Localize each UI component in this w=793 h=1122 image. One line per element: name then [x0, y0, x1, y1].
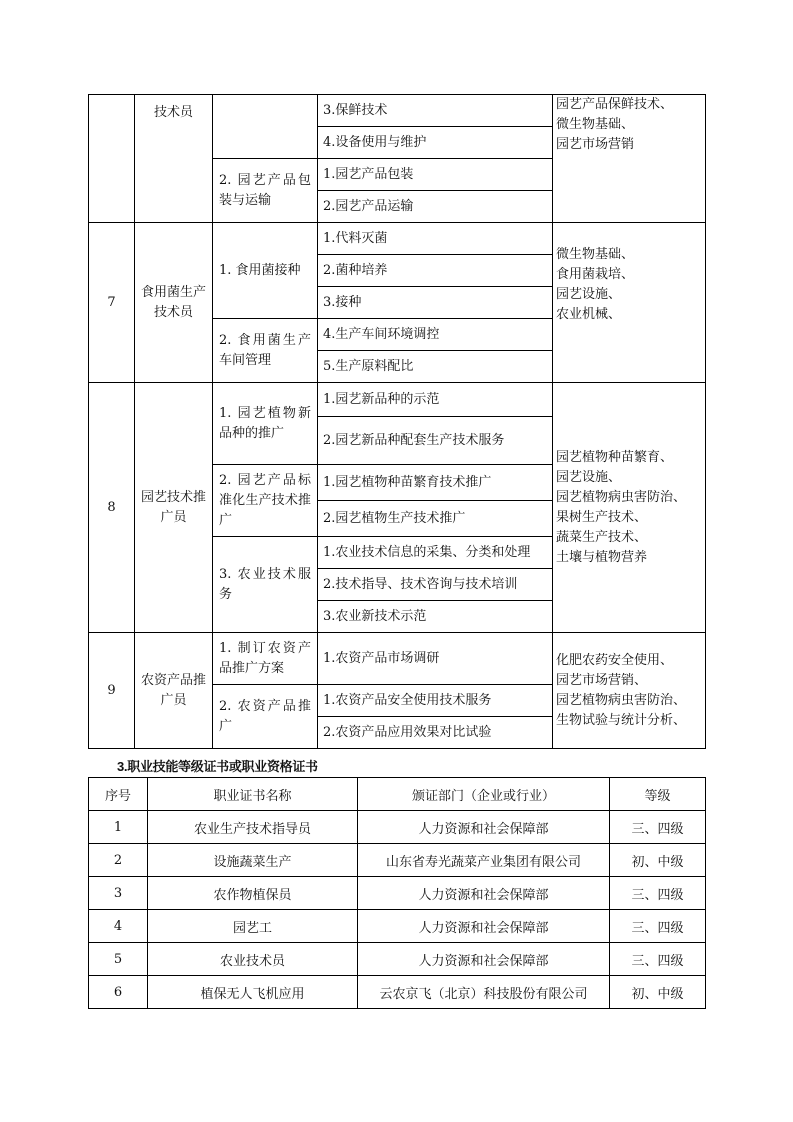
cert-issuer: 人力资源和社会保障部 [358, 877, 610, 910]
table-row [89, 877, 706, 910]
course-item: 生物试验与统计分析、 [556, 712, 687, 728]
course-list [553, 633, 706, 749]
work-duty: 1. 园艺植物新品种的推广 [213, 383, 318, 465]
cert-issuer: 山东省寿光蔬菜产业集团有限公司 [358, 844, 610, 877]
work-content: 3.接种 [318, 287, 553, 319]
cert-number: 1 [89, 811, 148, 844]
cert-name: 设施蔬菜生产 [148, 844, 358, 877]
table-row [89, 844, 706, 877]
cert-name: 植保无人飞机应用 [148, 976, 358, 1009]
cert-number: 4 [89, 910, 148, 943]
cert-name: 农作物植保员 [148, 877, 358, 910]
work-duty: 2. 园艺产品标准化生产技术推广 [213, 465, 318, 537]
work-duty: 3. 农业技术服务 [213, 537, 318, 633]
cert-issuer: 人力资源和社会保障部 [358, 943, 610, 976]
work-content: 3.保鲜技术 [318, 95, 553, 127]
section-heading: 3.职业技能等级证书或职业资格证书 [117, 759, 318, 774]
table-row [89, 943, 706, 976]
cert-name: 农业生产技术指导员 [148, 811, 358, 844]
job-title: 食用菌生产技术员 [135, 223, 213, 383]
cert-name: 农业技术员 [148, 943, 358, 976]
cert-issuer: 人力资源和社会保障部 [358, 811, 610, 844]
course-item: 农业机械、 [556, 307, 622, 322]
work-duty: 2. 农资产品推广 [213, 685, 318, 749]
cert-number: 6 [89, 976, 148, 1009]
header-cell: 等级 [610, 778, 706, 811]
course-item: 园艺设施、 [556, 469, 622, 485]
work-duty: 2. 园艺产品包装与运输 [213, 159, 318, 223]
cert-name: 园艺工 [148, 910, 358, 943]
row-number: 8 [89, 383, 135, 633]
cert-issuer: 人力资源和社会保障部 [358, 910, 610, 943]
work-content: 1.园艺植物种苗繁育技术推广 [318, 465, 553, 501]
work-duty [213, 95, 318, 159]
course-item: 园艺设施、 [556, 287, 622, 302]
course-item: 园艺产品保鲜技术、 [556, 97, 674, 112]
work-content: 2.园艺产品运输 [318, 191, 553, 223]
job-title: 农资产品推广员 [135, 633, 213, 749]
header-cell: 颁证部门（企业或行业） [358, 778, 610, 811]
work-content: 1.园艺新品种的示范 [318, 383, 553, 417]
course-item: 食用菌栽培、 [556, 267, 635, 282]
course-item: 园艺植物病虫害防治、 [556, 489, 687, 505]
row-number [89, 95, 135, 223]
job-title: 园艺技术推广员 [135, 383, 213, 633]
work-content: 5.生产原料配比 [318, 351, 553, 383]
table-row [89, 976, 706, 1009]
course-item: 微生物基础、 [556, 117, 635, 132]
course-list [553, 95, 706, 223]
work-content: 3.农业新技术示范 [318, 601, 553, 633]
row-number: 9 [89, 633, 135, 749]
work-content: 2.园艺植物生产技术推广 [318, 501, 553, 537]
course-item: 果树生产技术、 [556, 509, 648, 525]
cert-level: 初、中级 [610, 976, 706, 1009]
work-content: 2.农资产品应用效果对比试验 [318, 717, 553, 749]
course-item: 土壤与植物营养 [556, 549, 648, 565]
table-row [89, 910, 706, 943]
work-content: 1.农业技术信息的采集、分类和处理 [318, 537, 553, 569]
work-content: 1.代料灭菌 [318, 223, 553, 255]
cert-level: 三、四级 [610, 811, 706, 844]
course-list [553, 223, 706, 383]
course-item: 微生物基础、 [556, 247, 635, 262]
row-number: 7 [89, 223, 135, 383]
course-item: 园艺市场营销 [556, 137, 635, 152]
cert-level: 三、四级 [610, 877, 706, 910]
cert-number: 5 [89, 943, 148, 976]
certificate-table [88, 777, 706, 1009]
cert-level: 三、四级 [610, 910, 706, 943]
work-content: 2.技术指导、技术咨询与技术培训 [318, 569, 553, 601]
course-item: 蔬菜生产技术、 [556, 529, 648, 545]
work-content: 1.园艺产品包装 [318, 159, 553, 191]
occupation-table [88, 94, 706, 749]
course-item: 园艺市场营销、 [556, 672, 648, 688]
course-item: 化肥农药安全使用、 [556, 652, 674, 668]
course-item: 园艺植物种苗繁育、 [556, 449, 674, 465]
job-title: 技术员 [135, 95, 213, 223]
cert-number: 3 [89, 877, 148, 910]
work-duty: 2. 食用菌生产车间管理 [213, 319, 318, 383]
course-item: 园艺植物病虫害防治、 [556, 692, 687, 708]
work-content: 1.农资产品安全使用技术服务 [318, 685, 553, 717]
course-list [553, 383, 706, 633]
header-cell: 序号 [89, 778, 148, 811]
work-duty: 1. 食用菌接种 [213, 223, 318, 319]
cert-number: 2 [89, 844, 148, 877]
work-content: 2.园艺新品种配套生产技术服务 [318, 417, 553, 465]
cert-level: 三、四级 [610, 943, 706, 976]
work-content: 4.设备使用与维护 [318, 127, 553, 159]
work-duty: 1. 制订农资产品推广方案 [213, 633, 318, 685]
cert-level: 初、中级 [610, 844, 706, 877]
work-content: 4.生产车间环境调控 [318, 319, 553, 351]
header-cell: 职业证书名称 [148, 778, 358, 811]
work-content: 2.菌种培养 [318, 255, 553, 287]
table-row [89, 811, 706, 844]
cert-issuer: 云农京飞（北京）科技股份有限公司 [358, 976, 610, 1009]
work-content: 1.农资产品市场调研 [318, 633, 553, 685]
